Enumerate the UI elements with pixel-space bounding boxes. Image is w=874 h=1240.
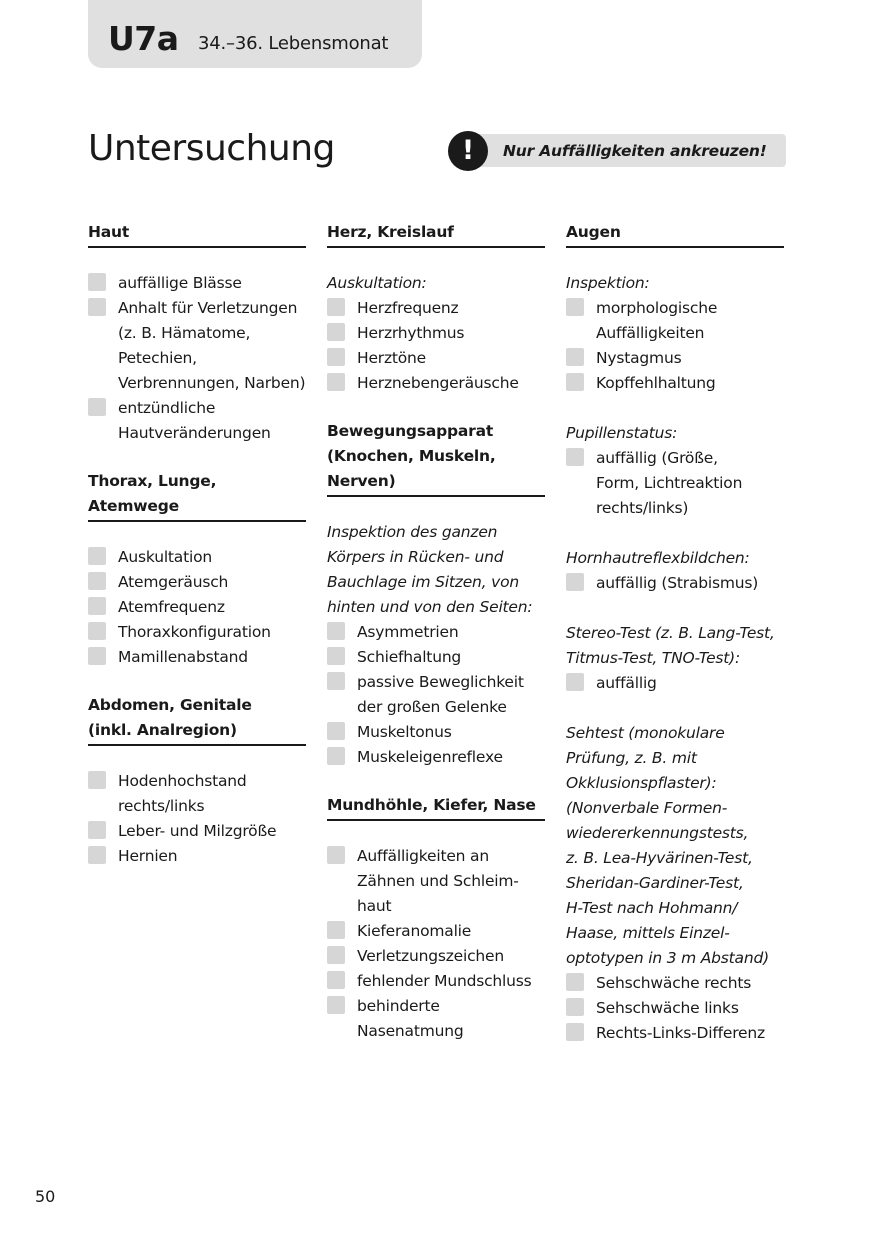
checklist-item[interactable]: entzündliche Hautveränderungen: [88, 396, 306, 446]
checkbox[interactable]: [327, 622, 345, 640]
checkbox[interactable]: [566, 348, 584, 366]
checklist-item[interactable]: Herzrhythmus: [327, 321, 545, 346]
checkbox[interactable]: [327, 921, 345, 939]
checkbox[interactable]: [88, 846, 106, 864]
checklist-item[interactable]: Herztöne: [327, 346, 545, 371]
section-heading-augen: Augen: [566, 220, 784, 248]
page-number: 50: [35, 1187, 56, 1206]
checklist-item[interactable]: Rechts-Links-Differenz: [566, 1021, 784, 1046]
section-heading-abdomen: Abdomen, Genitale (inkl. Analregion): [88, 693, 306, 746]
checklist-item[interactable]: Anhalt für Verletzungen (z. B. Hämatome, Petechien, Verbrennungen, Narben): [88, 296, 306, 396]
checkbox[interactable]: [88, 771, 106, 789]
section-heading-bewegungsapparat: Bewegungsapparat (Knochen, Muskeln, Nerven): [327, 419, 545, 497]
subheading: Sehtest (monokulare Prüfung, z. B. mit Okklusionspflaster): (Nonverbale Formen- wiedererkennungstests, z. B. Lea-Hyvärinen-Test, Sheridan-Gardiner-Test, H-Test nach Hohmann/ Haase, mittels Einzel- optotypen in 3 m Abstand): [566, 724, 769, 967]
checkbox[interactable]: [327, 672, 345, 690]
checkbox[interactable]: [566, 1023, 584, 1041]
exam-tab-header: [88, 0, 422, 68]
checklist-item[interactable]: passive Beweglichkeit der großen Gelenke: [327, 670, 545, 720]
page-title: Untersuchung: [88, 128, 335, 169]
checklist-item[interactable]: Herzfrequenz: [327, 296, 545, 321]
checklist-item[interactable]: auffällige Blässe: [88, 271, 306, 296]
checkbox[interactable]: [88, 597, 106, 615]
subheading: Pupillenstatus:: [566, 424, 678, 442]
checklist-item[interactable]: Leber- und Milzgröße: [88, 819, 306, 844]
section-heading-thorax: Thorax, Lunge, Atemwege: [88, 469, 306, 522]
notice-text: Nur Auffälligkeiten ankreuzen!: [503, 142, 767, 160]
checkbox[interactable]: [88, 547, 106, 565]
column-3: [566, 220, 784, 1046]
checkbox[interactable]: [566, 673, 584, 691]
checklist-item[interactable]: auffällig: [566, 671, 784, 696]
checklist-item[interactable]: auffällig (Größe, Form, Lichtreaktion rechts/links): [566, 446, 784, 521]
checkbox[interactable]: [327, 373, 345, 391]
checkbox[interactable]: [566, 448, 584, 466]
checklist-item[interactable]: morphologische Auffälligkeiten: [566, 296, 784, 346]
checkbox[interactable]: [88, 821, 106, 839]
subheading: Auskultation:: [327, 274, 427, 292]
checkbox[interactable]: [566, 998, 584, 1016]
subheading: Inspektion:: [566, 274, 650, 292]
section-heading-herz: Herz, Kreislauf: [327, 220, 545, 248]
checkbox[interactable]: [88, 622, 106, 640]
column-2: [327, 220, 545, 1044]
checkbox[interactable]: [566, 573, 584, 591]
checkbox[interactable]: [327, 846, 345, 864]
exclamation-icon: !: [448, 131, 488, 171]
checklist-item[interactable]: Verletzungszeichen: [327, 944, 545, 969]
checkbox[interactable]: [88, 298, 106, 316]
checkbox[interactable]: [566, 973, 584, 991]
checklist-item[interactable]: Hodenhochstand rechts/links: [88, 769, 306, 819]
column-1: [88, 220, 306, 869]
checkbox[interactable]: [88, 647, 106, 665]
checklist-item[interactable]: Muskeltonus: [327, 720, 545, 745]
exam-age-range: 34.–36. Lebensmonat: [198, 33, 389, 54]
checklist-item[interactable]: behinderte Nasenatmung: [327, 994, 545, 1044]
checkbox[interactable]: [566, 298, 584, 316]
checkbox[interactable]: [327, 647, 345, 665]
checklist-item[interactable]: Schiefhaltung: [327, 645, 545, 670]
checklist-item[interactable]: Sehschwäche links: [566, 996, 784, 1021]
checklist-item[interactable]: Thoraxkonfiguration: [88, 620, 306, 645]
checklist-item[interactable]: Asymmetrien: [327, 620, 545, 645]
checklist-item[interactable]: Muskeleigenreflexe: [327, 745, 545, 770]
checkbox[interactable]: [88, 398, 106, 416]
checkbox[interactable]: [327, 722, 345, 740]
checkbox[interactable]: [327, 996, 345, 1014]
checklist-item[interactable]: Atemgeräusch: [88, 570, 306, 595]
checklist-item[interactable]: Sehschwäche rechts: [566, 971, 784, 996]
checklist-item[interactable]: Mamillenabstand: [88, 645, 306, 670]
checkbox[interactable]: [327, 348, 345, 366]
checklist-item[interactable]: fehlender Mundschluss: [327, 969, 545, 994]
checklist-item[interactable]: Auffälligkeiten an Zähnen und Schleim- haut: [327, 844, 545, 919]
section-heading-haut: Haut: [88, 220, 306, 248]
checklist-item[interactable]: Hernien: [88, 844, 306, 869]
checkbox[interactable]: [327, 747, 345, 765]
section-heading-mundhoehle: Mundhöhle, Kiefer, Nase: [327, 793, 545, 821]
subheading: Inspektion des ganzen Körpers in Rücken- und Bauchlage im Sitzen, von hinten und von den Seiten:: [327, 523, 533, 616]
subheading: Stereo-Test (z. B. Lang-Test, Titmus-Test, TNO-Test):: [566, 624, 775, 667]
checklist-item[interactable]: Kopffehlhaltung: [566, 371, 784, 396]
checklist-item[interactable]: Herznebengeräusche: [327, 371, 545, 396]
checkbox[interactable]: [327, 971, 345, 989]
checkbox[interactable]: [566, 373, 584, 391]
checkbox[interactable]: [88, 273, 106, 291]
checkbox[interactable]: [88, 572, 106, 590]
checkbox[interactable]: [327, 323, 345, 341]
checklist-item[interactable]: Nystagmus: [566, 346, 784, 371]
subheading: Hornhautreflexbildchen:: [566, 549, 750, 567]
checkbox[interactable]: [327, 298, 345, 316]
exam-code: U7a: [108, 19, 179, 58]
checkbox[interactable]: [327, 946, 345, 964]
checklist-item[interactable]: Kieferanomalie: [327, 919, 545, 944]
checklist-item[interactable]: Auskultation: [88, 545, 306, 570]
checklist-item[interactable]: auffällig (Strabismus): [566, 571, 784, 596]
checklist-item[interactable]: Atemfrequenz: [88, 595, 306, 620]
